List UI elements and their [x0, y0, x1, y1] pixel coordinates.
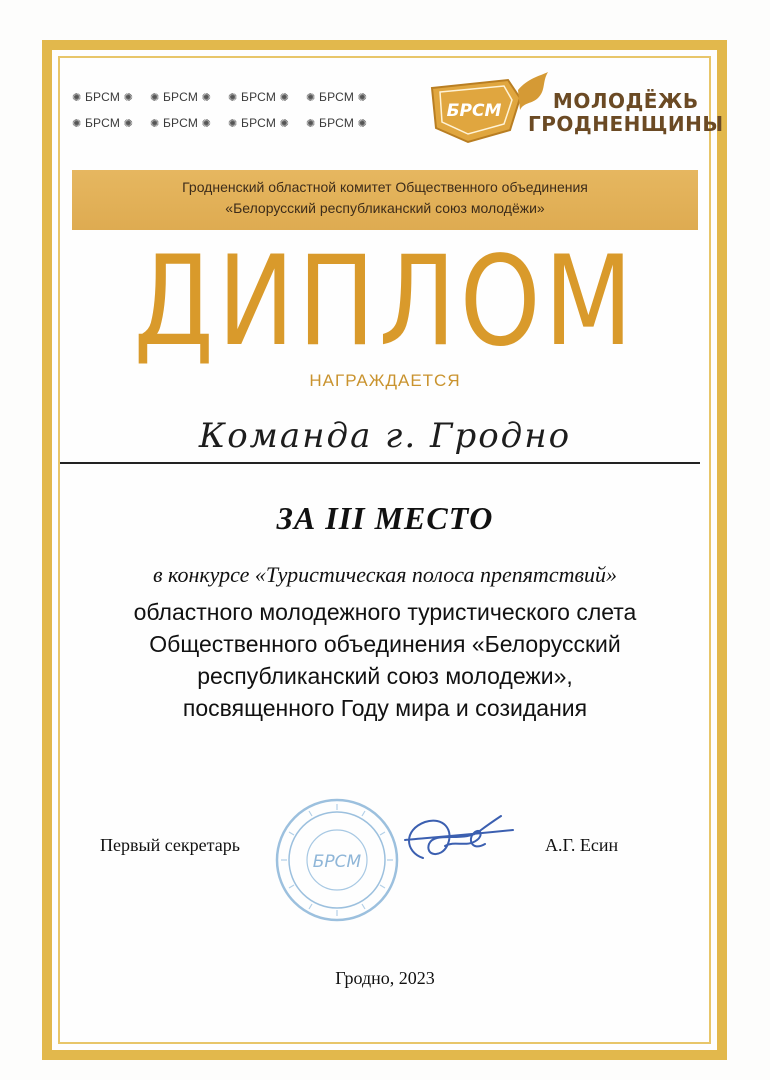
- brsm-mark: ✺ БРСМ ✺: [228, 90, 290, 104]
- brsm-mark: ✺ БРСМ ✺: [228, 116, 290, 130]
- recipient-name: Команда г. Гродно: [198, 416, 572, 456]
- brsm-mark: ✺ БРСМ ✺: [306, 116, 368, 130]
- brsm-row: [72, 116, 402, 130]
- organization-line-1: Гродненский областной комитет Общественного объединения: [182, 179, 588, 195]
- brsm-mark: ✺ БРСМ ✺: [306, 90, 368, 104]
- logo-text-line-2: ГРОДНЕНЩИНЫ: [528, 112, 724, 136]
- brsm-mark: ✺ БРСМ ✺: [72, 90, 134, 104]
- awarded-label: НАГРАЖДАЕТСЯ: [309, 371, 461, 390]
- description-line: Общественного объединения «Белорусский: [149, 631, 621, 657]
- description-line: областного молодежного туристического слета: [133, 599, 637, 625]
- brsm-mark: ✺ БРСМ ✺: [150, 90, 212, 104]
- organization-line-2: «Белорусский республиканский союз молодёжи»: [225, 200, 545, 216]
- event-description: [40, 596, 730, 724]
- brsm-pattern: [72, 90, 402, 142]
- official-stamp: [272, 795, 402, 925]
- organization-text: [72, 177, 698, 219]
- contest-name: в конкурсе «Туристическая полоса препятствий»: [152, 562, 618, 587]
- handwritten-signature: [385, 800, 525, 875]
- brsm-mark: ✺ БРСМ ✺: [72, 116, 134, 130]
- diploma-title: ДИПЛОМ: [133, 230, 637, 374]
- logo-text: [528, 90, 724, 136]
- logo-badge-text: БРСМ: [446, 101, 502, 121]
- place-and-year: Гродно, 2023: [335, 968, 435, 988]
- logo-text-line-1: МОЛОДЁЖЬ: [552, 89, 699, 113]
- description-line: республиканский союз молодежи»,: [197, 663, 573, 689]
- brsm-badge-icon: [432, 80, 520, 142]
- brsm-row: [72, 90, 402, 104]
- place-award: ЗА III МЕСТО: [276, 500, 494, 536]
- signer-position: Первый секретарь: [100, 835, 240, 855]
- recipient-underline: [60, 462, 700, 464]
- description-line: посвященного Году мира и созидания: [182, 695, 588, 721]
- stamp-text: БРСМ: [312, 852, 362, 872]
- signer-name: А.Г. Есин: [545, 835, 619, 855]
- brsm-mark: ✺ БРСМ ✺: [150, 116, 212, 130]
